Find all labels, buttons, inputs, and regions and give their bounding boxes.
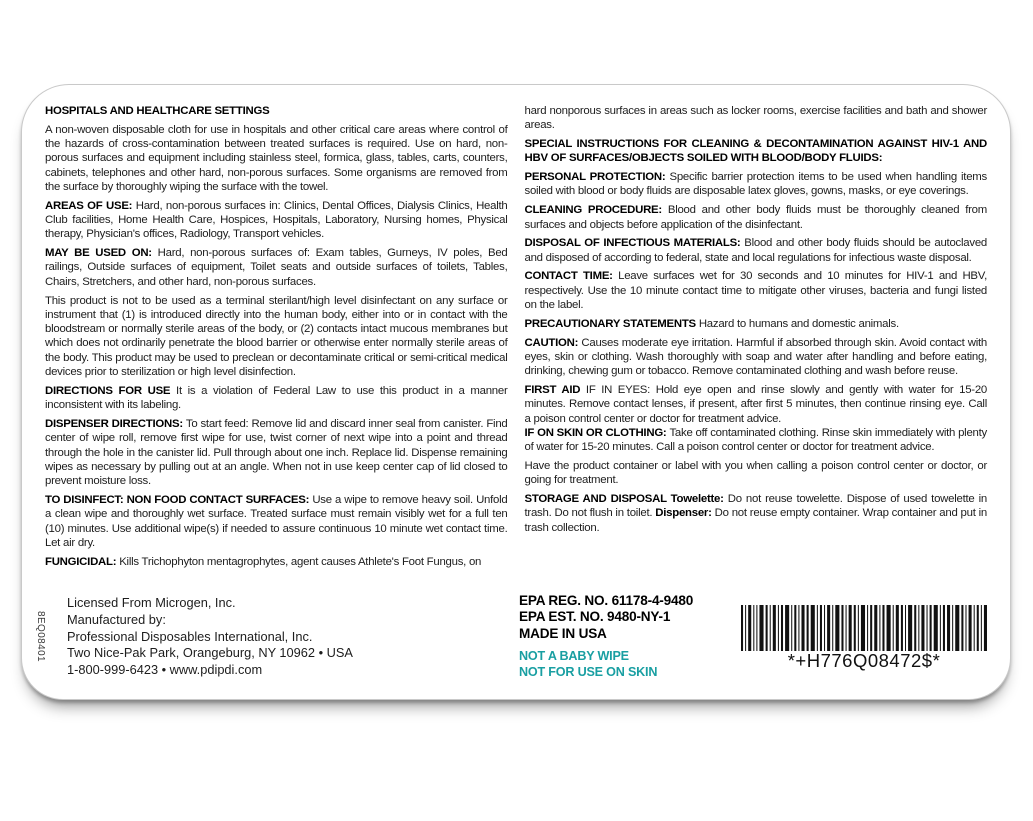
paragraph-body-text: hard nonporous surfaces in areas such as locker rooms, exercise facilities and bath and shower areas. — [524, 105, 987, 132]
paragraph-body-text: Have the product container or label with you when calling a poison control center or doctor, or going for treatment. — [524, 460, 987, 487]
section-heading — [525, 137, 988, 166]
address-line: Two Nice-Pak Park, Orangeburg, NY 10962 • USA — [67, 645, 353, 661]
paragraph-body-text: IF IN EYES: Hold eye open and rinse slowly and gently with water for 15-20 minutes. Remove contact lenses, if present, after first 5 minutes, then continue rinsing eye. Call a poison control center or doctor for treatment advice. — [524, 384, 987, 425]
manufacturer-address — [67, 595, 353, 678]
manufacturer-block — [35, 593, 513, 681]
paragraph-lead-text: CLEANING PROCEDURE: — [524, 204, 668, 217]
label-paragraph — [525, 383, 988, 426]
label-paragraph — [525, 426, 988, 455]
label-paragraph — [525, 236, 988, 265]
epa-line: EPA REG. NO. 61178-4-9480 — [519, 592, 694, 608]
paragraph-lead-text: PERSONAL PROTECTION: — [524, 171, 670, 184]
label-paragraph — [45, 123, 508, 194]
label-paragraph — [45, 555, 508, 569]
label-footer — [22, 589, 1010, 699]
paragraph-body-text: Do not reuse empty container. Wrap container and put in trash collection. — [524, 507, 987, 534]
paragraph-body-text: Hard, non-porous surfaces of: Exam tables, Gurneys, IV poles, Bed railings, Outside surfaces of equipment, Toilet seats and outside surfaces of toilets, Tables, Chairs, Stretchers, and other hard, non-porous surfaces. — [45, 247, 508, 288]
label-paragraph — [525, 317, 988, 331]
address-line: 1-800-999-6423 • www.pdipdi.com — [67, 661, 263, 677]
vertical-part-code-wrap — [33, 594, 49, 680]
paragraph-lead-text: AREAS OF USE: — [45, 199, 136, 212]
paragraph-body-text: Use a wipe to remove heavy soil. Unfold a clean wipe and thoroughly wet surface. Treated surface must remain visibly wet for a full ten (10) minutes. Use additional wipe(s) if needed to assure continuous 10 minute wet contact time. Let air dry. — [45, 493, 508, 549]
section-heading — [45, 104, 508, 118]
usage-warnings — [519, 649, 693, 681]
label-paragraph — [45, 493, 508, 550]
regulatory-block — [519, 593, 987, 681]
paragraph-body-text: Causes moderate eye irritation. Harmful if absorbed through skin. Avoid contact with eyes, skin or clothing. Wash thoroughly with soap and water after handling and before eating, drinking, chewing gum or tobacco. Remove contaminated clothing and wash before reuse. — [524, 336, 987, 378]
epa-line: MADE IN USA — [519, 625, 607, 641]
paragraph-body-text: Blood and other body fluids should be autoclaved and disposed of according to federal, state and local regulations for infectious waste disposal. — [524, 237, 987, 264]
paragraph-lead-text: DISPOSAL OF INFECTIOUS MATERIALS: — [524, 237, 745, 250]
paragraph-body-text: Take off contaminated clothing. Rinse skin immediately with plenty of water for 15-20 minutes. Call a poison control center or doctor for treatment advice. — [524, 426, 987, 454]
label-paragraph — [45, 417, 508, 488]
paragraph-body-text: A non-woven disposable cloth for use in hospitals and other critical care areas where control of the hazards of cross-contamination between treated surfaces is required. Use on hard, non-porous surfaces and equipment including stainless steel, formica, glass, tables, carts, counters, cabinets, telephones and other hard, non-porous surfaces. Some organisms are removed from the surface by thoroughly wiping the surface with the towel. — [45, 123, 508, 193]
address-line: Professional Disposables International, Inc. — [67, 628, 313, 644]
paragraph-lead-text: PRECAUTIONARY STATEMENTS — [524, 317, 699, 330]
paragraph-lead-text: MAY BE USED ON: — [45, 247, 158, 260]
part-code: 8EQ08401 — [35, 611, 47, 663]
epa-and-warnings — [519, 593, 693, 681]
label-body — [22, 85, 1010, 589]
label-paragraph — [45, 246, 508, 289]
paragraph-lead-text: HOSPITALS AND HEALTHCARE SETTINGS — [45, 105, 270, 117]
barcode-human-readable: *+H776Q08472$* — [787, 649, 941, 671]
label-paragraph — [45, 199, 508, 242]
paragraph-body-text: Specific barrier protection items to be used when handling items soiled with blood or body fluids are disposable latex gloves, gowns, masks, or eye coverings. — [524, 171, 987, 198]
paragraph-lead-text: SPECIAL INSTRUCTIONS FOR CLEANING & DECONTAMINATION AGAINST HIV-1 AND HBV OF SURFACES/OBJECTS SOILED WITH BLOOD/BODY FLUIDS: — [524, 138, 987, 165]
warning-line: NOT A BABY WIPE — [519, 649, 629, 664]
paragraph-body-text: To start feed: Remove lid and discard inner seal from canister. Find center of wipe roll, remove first wipe for use, twist corner of next wipe into a point and thread through the hole in the canister lid. Pull through about one inch. Replace lid. Dispense remaining wipes as necessary by pulling out at an angle. When not in use keep center cap of lid closed to prevent moisture loss. — [45, 417, 508, 488]
paragraph-body-text: Leave surfaces wet for 30 seconds and 10 minutes for HIV-1 and HBV, respectively. Use the 10 minute contact time to mitigate other viruses, bacteria and fungi listed on the label. — [524, 270, 988, 312]
paragraph-lead-text: CONTACT TIME: — [524, 270, 619, 283]
paragraph-lead-text: FIRST AID — [524, 384, 586, 397]
paragraph-lead-text: Dispenser: — [655, 507, 715, 520]
label-paragraph — [525, 492, 988, 535]
label-paragraph — [525, 104, 988, 133]
paragraph-body-text: It is a violation of Federal Law to use this product in a manner inconsistent with its labeling. — [45, 384, 508, 412]
label-paragraph — [525, 269, 988, 312]
product-label — [21, 84, 1011, 700]
paragraph-body-text: Hard, non-porous surfaces in: Clinics, Dental Offices, Dialysis Clinics, Health Club facilities, Home Health Care, Hospices, Hospitals, Laboratory, Nursing homes, Physical therapy, Physician's offices, Radiology, Transport vehicles. — [45, 199, 508, 241]
label-paragraph — [525, 336, 988, 379]
label-paragraph — [45, 294, 508, 380]
address-line: Manufactured by: — [67, 611, 166, 627]
label-paragraph — [525, 170, 988, 199]
left-column — [45, 104, 508, 589]
paragraph-lead-text: FUNGICIDAL: — [45, 555, 120, 568]
paragraph-body-text: This product is not to be used as a terminal sterilant/high level disinfectant on any surface or instrument that (1) is introduced directly into the human body, either into or in contact with the bloodstream or normally sterile areas of the body, or (2) contacts intact mucous membranes but which does not ordinarily penetrate the blood barrier or otherwise enter normally sterile areas of the body. This product may be used to preclean or decontaminate critical or semi-critical medical devices prior to sterilization or high level disinfection. — [45, 294, 508, 379]
paragraph-body-text: Do not reuse towelette. Dispose of used towelette in trash. Do not flush in toilet. — [524, 493, 987, 520]
paragraph-lead-text: CAUTION: — [524, 336, 582, 349]
paragraph-body-text: Kills Trichophyton mentagrophytes, agent causes Athlete's Foot Fungus, on — [119, 555, 482, 568]
epa-registration — [519, 593, 693, 643]
paragraph-lead-text: DISPENSER DIRECTIONS: — [45, 417, 186, 430]
paragraph-lead-text: TO DISINFECT: NON FOOD CONTACT SURFACES: — [45, 493, 313, 506]
label-paragraph — [45, 384, 508, 413]
address-line: Licensed From Microgen, Inc. — [67, 595, 236, 611]
paragraph-lead-text: STORAGE AND DISPOSAL Towelette: — [524, 493, 728, 506]
paragraph-body-text: Blood and other body fluids must be thoroughly cleaned from surfaces and objects before application of the disinfectant. — [524, 204, 987, 231]
paragraph-body-text: Hazard to humans and domestic animals. — [698, 317, 899, 330]
label-paragraph — [525, 203, 988, 232]
paragraph-lead-text: IF ON SKIN OR CLOTHING: — [524, 426, 670, 439]
barcode-bars-image — [741, 605, 987, 651]
warning-line: NOT FOR USE ON SKIN — [519, 665, 658, 680]
epa-line: EPA EST. NO. 9480-NY-1 — [519, 609, 671, 625]
paragraph-lead-text: DIRECTIONS FOR USE — [45, 384, 177, 397]
barcode — [741, 605, 987, 681]
right-column — [525, 104, 988, 589]
label-paragraph — [525, 459, 988, 488]
